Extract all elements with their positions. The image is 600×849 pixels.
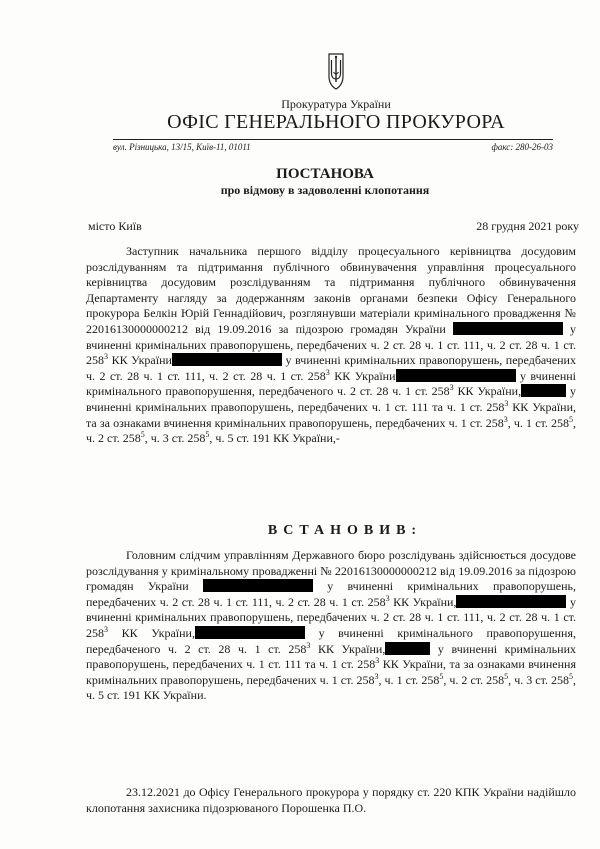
section-heading: ВСТАНОВИВ: bbox=[267, 523, 423, 538]
agency-name: Прокуратура України bbox=[281, 97, 391, 111]
address-line bbox=[113, 139, 553, 152]
address-text: вул. Різницька, 13/15, Київ-11, 01011 bbox=[113, 142, 251, 152]
redaction-block bbox=[203, 579, 313, 592]
established-paragraph: Головним слідчим управлінням Державного бюро розслідувань здійснюється досудове розслідування у кримінальному провадженні № 22016130000000212 від 19.09.2016 за підозрою громадян України у вчиненні кримінальних правопорушень, передбачених ч. 2 ст. 28 ч. 1 ст. 111, ч. 2 ст. 28 ч. 1 ст. $258^3$ КК України, у вчиненні кримінальних правопорушень, передбачених ч. 2 ст. 28 ч. 1 ст. 111, ч. 2 ст. 28 ч. 1 ст. $258^3$ КК України, у вчиненні кримінального правопорушення, передбаченого ч. 2 ст. 28 ч. 1 ст. $258^3$ КК України, у вчиненні кримінальних правопорушень, передбачених ч. 1 ст. 111 та ч. 1 ст. $258^3$ КК України, та за ознаками вчинення кримінальних правопорушень, передбачених ч. 1 ст. $258^3$, ч. 1 ст. $258^5$, ч. 2 ст. $258^5$, ч. 3 ст. $258^5$, ч. 5 ст. 191 КК України. bbox=[86, 548, 577, 703]
redaction-block bbox=[453, 322, 563, 335]
intro-paragraph: Заступник начальника першого відділу процесуального керівництва досудовим розслідуванням та підтримання публічного обвинувачення управління процесуального керівництва досудовим розслідуванням та підтримання публічного обвинувачення Департаменту нагляду за додержанням законів органами безпеки Офісу Генерального прокурора Белкін Юрій Геннадійович, розглянувши матеріали кримінального провадження № 22016130000000212 від 19.09.2016 за підозрою громадян України у вчиненні кримінальних правопорушень, передбачених ч. 2 ст. 28 ч. 1 ст. 111, ч. 2 ст. 28 ч. 1 ст. $258^3$ КК України у вчиненні кримінальних правопорушень, передбачених ч. 2 ст. 28 ч. 1 ст. 111, ч. 2 ст. 28 ч. 1 ст. $258^3$ КК України у вчиненні кримінального правопорушення, передбаченого ч. 2 ст. 28 ч. 1 ст. $258^3$ КК України, у вчиненні кримінальних правопорушень, передбачених ч. 1 ст. 111 та ч. 1 ст. $258^3$ КК України, та за ознаками вчинення кримінальних правопорушень, передбачених ч. 1 ст. $258^3$, ч. 1 ст. $258^5$, ч. 2 ст. $258^5$, ч. 3 ст. $258^5$, ч. 5 ст. 191 КК України,- bbox=[86, 244, 577, 446]
document-subtitle: про відмову в задоволенні клопотання bbox=[220, 183, 430, 197]
trident-emblem-icon bbox=[326, 52, 346, 90]
redaction-block bbox=[456, 595, 566, 608]
redaction-block bbox=[385, 642, 430, 655]
city-label: місто Київ bbox=[88, 219, 142, 233]
redaction-block bbox=[172, 353, 282, 366]
document-title: ПОСТАНОВА bbox=[276, 166, 374, 182]
fax-number: факс: 280-26-03 bbox=[491, 142, 553, 152]
request-paragraph: 23.12.2021 до Офісу Генерального прокурора у порядку ст. 220 КПК України надійшло клопотання захисника підозрюваного Порошенка П.О. bbox=[86, 785, 576, 815]
redaction-block bbox=[396, 369, 516, 382]
office-name: ОФІС ГЕНЕРАЛЬНОГО ПРОКУРОРА bbox=[167, 111, 505, 133]
redaction-block bbox=[521, 384, 566, 397]
document-date: 28 грудня 2021 року bbox=[476, 219, 579, 233]
redaction-block bbox=[195, 626, 305, 639]
